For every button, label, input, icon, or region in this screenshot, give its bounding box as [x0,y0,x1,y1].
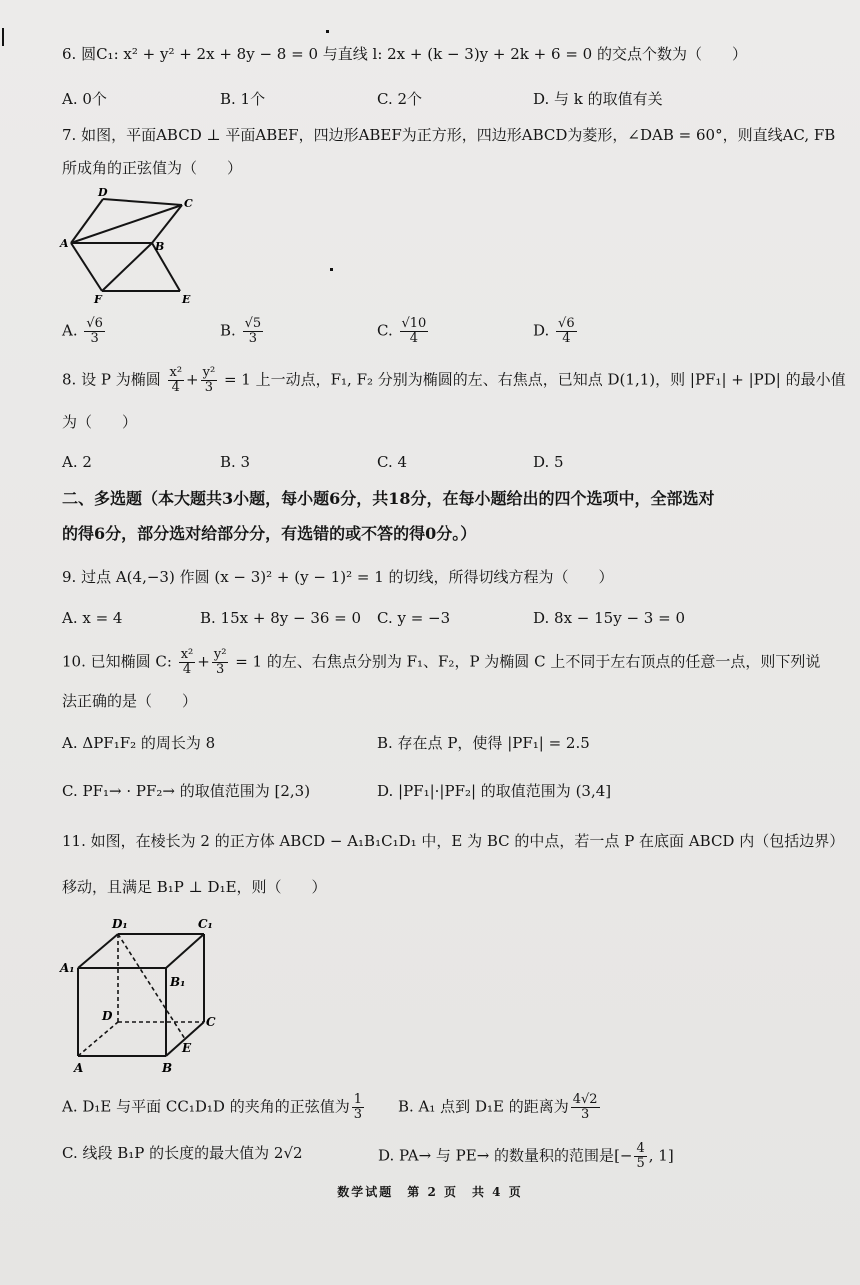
q7-option-b: B. $\frac{√5}{3}$ [220,316,262,346]
edge-dc [103,199,182,205]
q11-stem-line2: 移动，且满足 B₁P ⊥ D₁E，则（ ） [62,878,327,896]
fig7-label-d: D [98,186,108,199]
q11-option-b: B. A₁ 点到 D₁E 的距离为 $\frac{4√2}{3}$ [398,1092,598,1122]
q9-option-c: C. y = −3 [377,609,451,627]
q9-stem: 9. 过点 A(4,−3) 作圆 (x − 3)² + (y − 1)² = 1 的切线，所得切线方程为（ ） [62,568,614,586]
q11-option-d: D. PA→ 与 PE→ 的数量积的范围是[− $\frac{4}{5}$ , 1] [378,1141,674,1171]
fig7-label-c: C [184,197,193,210]
q10-stem-line1: 10. 已知椭圆 C: $\frac{\text{x²}}{4}$ + $\frac{\text{y²}}{3}$ = 1 的左、右焦点分别为 F₁、F₂，P 为椭圆 C 上不同于左右顶点的任意一点，则下列说 [62,647,821,677]
q10-stem-line2: 法正确的是（ ） [62,692,198,710]
fig11-label-c1: C₁ [198,917,213,931]
q9-option-b: B. 15x + 8y − 36 = 0 [200,609,362,627]
edge-ac [71,205,182,243]
scan-edge-mark [2,28,4,46]
fig7-label-a: A [60,237,69,250]
q8-option-c: C. 4 [377,453,408,471]
q9-option-a: A. x = 4 [62,609,123,627]
q6-stem: 6. 圆C₁: x² + y² + 2x + 8y − 8 = 0 与直线 l: 2x + (k − 3)y + 2k + 6 = 0 的交点个数为（ ） [62,45,747,63]
section2-heading-line2: 的得6分，部分选对给部分分，有选错的或不答的得0分。） [62,524,477,543]
q9-option-d: D. 8x − 15y − 3 = 0 [533,609,685,627]
edge-a1-d1 [78,934,118,968]
q11-stem-line1: 11. 如图，在棱长为 2 的正方体 ABCD − A₁B₁C₁D₁ 中，E 为 BC 的中点，若一点 P 在底面 ABCD 内（包括边界） [62,832,845,850]
fig11-label-d: D [102,1009,113,1023]
q8-option-a: A. 2 [62,453,92,471]
q6-option-a: A. 0个 [62,90,107,108]
q11-option-a: A. D₁E 与平面 CC₁D₁D 的夹角的正弦值为 $\frac{1}{3}$ [62,1092,362,1122]
fig11-label-c: C [206,1015,216,1029]
q6-option-c: C. 2个 [377,90,423,108]
q7-option-d: D. $\frac{√6}{4}$ [533,316,575,346]
q7-stem-line2: 所成角的正弦值为（ ） [62,159,243,177]
scan-dot [326,30,329,33]
q10-option-a: A. ΔPF₁F₂ 的周长为 8 [62,734,216,752]
q11-cube-figure [58,910,228,1078]
edge-fb [102,243,152,291]
q8-option-b: B. 3 [220,453,251,471]
fig11-label-d1: D₁ [112,917,128,931]
q8-stem-line1: 8. 设 P 为椭圆 $\frac{\text{x²}}{4}$ + $\frac{\text{y²}}{3}$ = 1 上一动点，F₁, F₂ 分别为椭圆的左、右焦点，已知点 D(1,1)，则 |PF₁| + |PD| 的最小值 [62,365,846,395]
fig11-label-b1: B₁ [170,975,186,989]
fig11-label-e: E [182,1041,192,1055]
q10-option-d: D. |PF₁|·|PF₂| 的取值范围为 (3,4] [377,782,612,800]
q7-stem-line1: 7. 如图，平面ABCD ⊥ 平面ABEF，四边形ABEF为正方形，四边形ABCD为菱形，∠DAB = 60°，则直线AC, FB [62,126,836,144]
q10-option-c: C. PF₁→ · PF₂→ 的取值范围为 [2,3) [62,782,311,800]
fig7-label-e: E [182,293,191,306]
q7-option-a: A. $\frac{√6}{3}$ [62,316,103,346]
fig7-label-b: B [155,240,165,253]
q7-option-c: C. $\frac{√10}{4}$ [377,316,427,346]
q8-stem-line2: 为（ ） [62,413,138,431]
edge-af [71,243,102,291]
q10-option-b: B. 存在点 P，使得 |PF₁| = 2.5 [377,734,590,752]
scan-dot-2 [330,268,333,271]
edge-a-d-hidden [78,1022,118,1056]
q7-figure [58,185,198,307]
fig11-label-b: B [162,1061,173,1075]
q6-option-d: D. 与 k 的取值有关 [533,90,663,108]
fig11-label-a1: A₁ [60,961,75,975]
q8-option-d: D. 5 [533,453,564,471]
fig7-label-f: F [94,293,102,306]
edge-b1-c1 [166,934,204,968]
page-footer: 数学试题 第 2 页 共 4 页 [337,1185,523,1199]
section2-heading-line1: 二、多选题（本大题共3小题，每小题6分，共18分，在每小题给出的四个选项中，全部选对 [62,489,715,508]
q6-option-b: B. 1个 [220,90,266,108]
fig11-label-a: A [74,1061,84,1075]
edge-da [71,199,103,243]
q11-option-c: C. 线段 B₁P 的长度的最大值为 2√2 [62,1144,303,1162]
